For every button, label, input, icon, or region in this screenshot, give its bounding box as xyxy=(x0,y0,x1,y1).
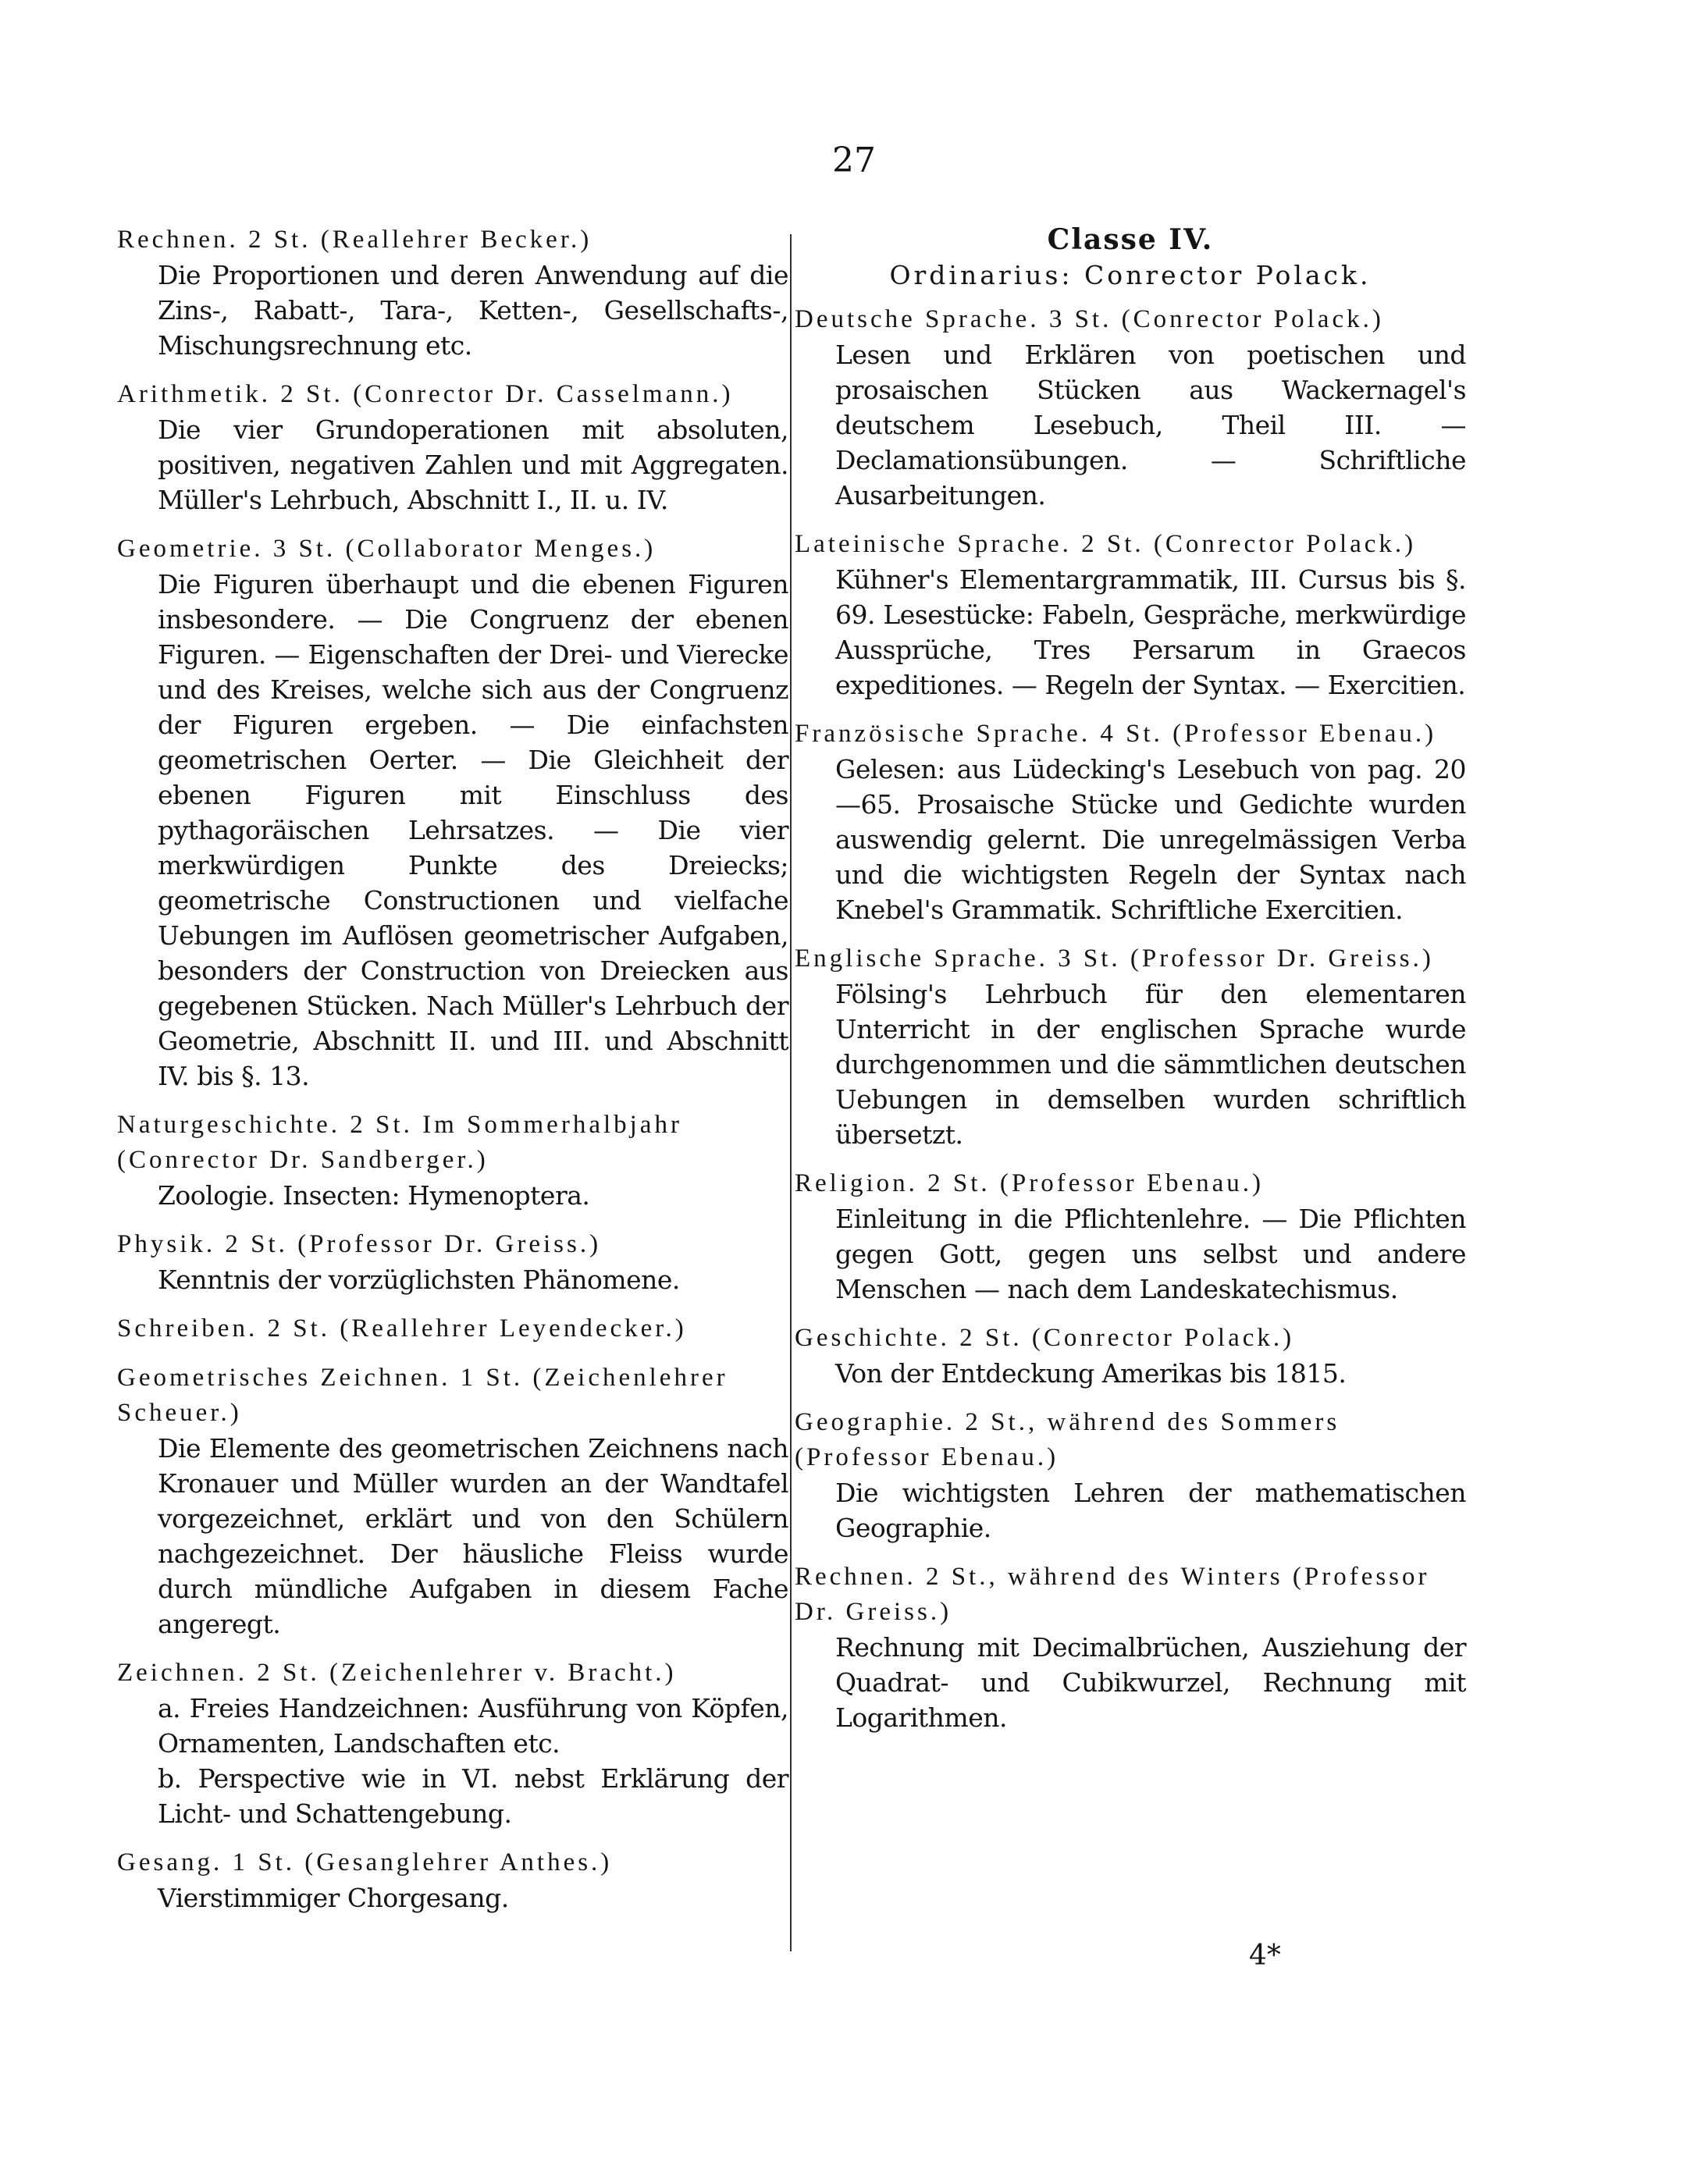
subject-heading: Arithmetik. 2 St. (Conrector Dr. Casselmann.) xyxy=(117,380,734,408)
subject-entry xyxy=(117,1311,788,1346)
subject-entry xyxy=(795,941,1466,1152)
subject-description: Die Proportionen und deren Anwendung auf die Zins-, Rabatt-, Tara-, Ketten-, Gesellschafts-, Mischungsrechnung etc. xyxy=(158,260,788,361)
subject-entry xyxy=(117,532,788,1094)
subject-entry xyxy=(117,1656,788,1831)
right-column xyxy=(795,222,1466,1749)
subject-description: a. Freies Handzeichnen: Ausführung von Köpfen, Ornamenten, Landschaften etc. b. Perspective wie in VI. nebst Erklärung der Licht- und Schattengebung. xyxy=(158,1693,788,1829)
subject-entry xyxy=(117,1227,788,1297)
subject-heading: Geographie. 2 St., während des Sommers (Professor Ebenau.) xyxy=(795,1408,1340,1471)
subject-description: Kühner's Elementargrammatik, III. Cursus bis §. 69. Lesestücke: Fabeln, Gespräche, merkwürdige Aussprüche, Tres Persarum in Graecos expeditiones. — Regeln der Syntax. — Exercitien. xyxy=(835,564,1466,700)
subject-heading: Physik. 2 St. (Professor Dr. Greiss.) xyxy=(117,1230,602,1258)
subject-description: Gelesen: aus Lüdecking's Lesebuch von pag. 20—65. Prosaische Stücke und Gedichte wurden auswendig gelernt. Die unregelmässigen Verba und die wichtigsten Regeln der Syntax nach Knebel's Grammatik. Schriftliche Exercitien. xyxy=(835,754,1466,925)
subject-heading: Lateinische Sprache. 2 St. (Conrector Polack.) xyxy=(795,530,1417,558)
subject-description: Die wichtigsten Lehren der mathematischen Geographie. xyxy=(835,1478,1466,1543)
subject-entry xyxy=(795,527,1466,703)
subject-heading: Schreiben. 2 St. (Reallehrer Leyendecker.) xyxy=(117,1314,687,1343)
subject-heading: Geschichte. 2 St. (Conrector Polack.) xyxy=(795,1324,1295,1352)
subject-heading: Deutsche Sprache. 3 St. (Conrector Polack.) xyxy=(795,305,1384,333)
subject-description: Die Elemente des geometrischen Zeichnens nach Kronauer und Müller wurden an der Wandtafel vorgezeichnet, erklärt und von den Schülern nachgezeichnet. Der häusliche Fleiss wurde durch mündliche Aufgaben in diesem Fache angeregt. xyxy=(158,1433,788,1639)
subject-entry xyxy=(795,1321,1466,1391)
subject-description: Einleitung in die Pflichtenlehre. — Die Pflichten gegen Gott, gegen uns selbst und andere Menschen — nach dem Landeskatechismus. xyxy=(835,1204,1466,1304)
subject-entry xyxy=(117,1108,788,1213)
subject-heading: Rechnen. 2 St. (Reallehrer Becker.) xyxy=(117,226,592,254)
column-divider xyxy=(790,234,792,1951)
subject-description: Kenntnis der vorzüglichsten Phänomene. xyxy=(158,1265,680,1295)
subject-description: Lesen und Erklären von poetischen und prosaischen Stücken aus Wackernagel's deutschem Lesebuch, Theil III. — Declamationsübungen. — Schriftliche Ausarbeitungen. xyxy=(835,340,1466,510)
subject-heading: Zeichnen. 2 St. (Zeichenlehrer v. Bracht.) xyxy=(117,1659,677,1687)
subject-description: Die vier Grundoperationen mit absoluten, positiven, negativen Zahlen und mit Aggregaten. Müller's Lehrbuch, Abschnitt I., II. u. IV. xyxy=(158,414,788,515)
page-number: 27 xyxy=(832,141,876,180)
subject-description: Fölsing's Lehrbuch für den elementaren Unterricht in der englischen Sprache wurde durchgenommen und die sämmtlichen deutschen Uebungen in demselben wurden schriftlich übersetzt. xyxy=(835,979,1466,1150)
subject-heading: Gesang. 1 St. (Gesanglehrer Anthes.) xyxy=(117,1848,613,1876)
subject-entry xyxy=(795,302,1466,513)
subject-entry xyxy=(117,377,788,518)
subject-entry xyxy=(795,717,1466,927)
subject-heading: Englische Sprache. 3 St. (Professor Dr. Greiss.) xyxy=(795,944,1434,973)
subject-entry xyxy=(795,1166,1466,1307)
subject-heading: Religion. 2 St. (Professor Ebenau.) xyxy=(795,1169,1265,1197)
class-title: Classe IV. xyxy=(1047,223,1214,256)
signature-mark: 4* xyxy=(1249,1940,1281,1972)
subject-entry xyxy=(117,1361,788,1642)
subject-entry xyxy=(117,1845,788,1915)
subject-heading: Geometrie. 3 St. (Collaborator Menges.) xyxy=(117,535,657,563)
subject-description: Von der Entdeckung Amerikas bis 1815. xyxy=(835,1358,1347,1389)
subject-heading: Rechnen. 2 St., während des Winters (Professor Dr. Greiss.) xyxy=(795,1563,1430,1626)
subject-entry xyxy=(795,1560,1466,1735)
subject-description: Zoologie. Insecten: Hymenoptera. xyxy=(158,1180,590,1211)
subject-heading: Geometrisches Zeichnen. 1 St. (Zeichenlehrer Scheuer.) xyxy=(117,1364,728,1427)
left-column xyxy=(117,222,788,1930)
ordinarius-line: Ordinarius: Conrector Polack. xyxy=(889,260,1372,290)
subject-description: Rechnung mit Decimalbrüchen, Ausziehung der Quadrat- und Cubikwurzel, Rechnung mit Logarithmen. xyxy=(835,1632,1466,1733)
subject-heading: Französische Sprache. 4 St. (Professor Ebenau.) xyxy=(795,720,1437,748)
subject-description: Die Figuren überhaupt und die ebenen Figuren insbesondere. — Die Congruenz der ebenen Figuren. — Eigenschaften der Drei- und Vierecke und des Kreises, welche sich aus der Congruenz der Figuren ergeben. — Die einfachsten geometrischen Oerter. — Die Gleichheit der ebenen Figuren mit Einschluss des pythagoräischen Lehrsatzes. — Die vier merkwürdigen Punkte des Dreiecks; geometrische Constructionen und vielfache Uebungen im Auflösen geometrischer Aufgaben, besonders der Construction von Dreiecken aus gegebenen Stücken. Nach Müller's Lehrbuch der Geometrie, Abschnitt II. und III. und Abschnitt IV. bis §. 13. xyxy=(158,569,788,1091)
subject-entry xyxy=(117,222,788,363)
subject-heading: Naturgeschichte. 2 St. Im Sommerhalbjahr (Conrector Dr. Sandberger.) xyxy=(117,1111,682,1174)
subject-entry xyxy=(795,1405,1466,1546)
subject-description: Vierstimmiger Chorgesang. xyxy=(158,1883,509,1913)
